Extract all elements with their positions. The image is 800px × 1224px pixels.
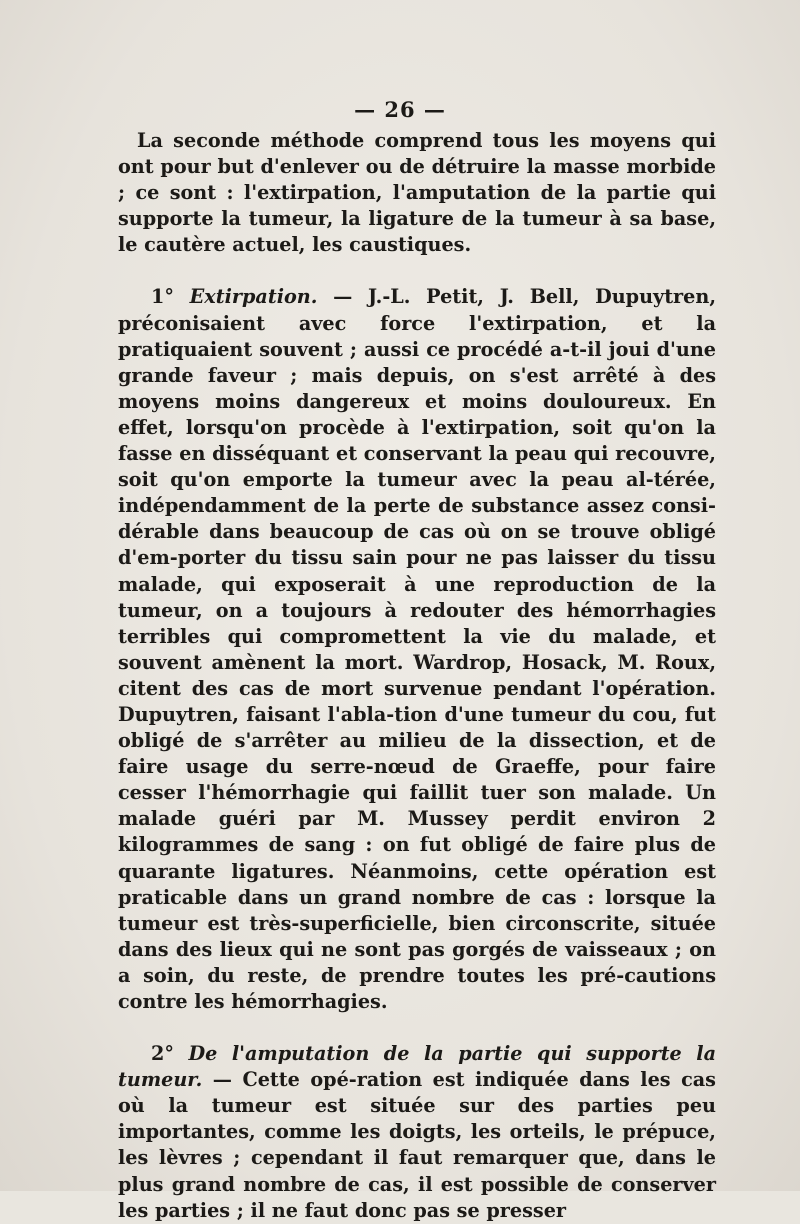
paragraph-intro [118,128,716,258]
section-heading-extirpation: Extirpation. [189,285,318,309]
paragraph-extirpation-text: — J.-L. Petit, J. Bell, Dupuytren, préconisaient avec force l'extirpation, et la pratiquaient souvent ; aussi ce procédé a-t-il joui d'une grande faveur ; mais depuis, on s'est arrêté à des moyens moins dangereux et moins douloureux. En effet, lorsqu'on procède à l'extirpation, soit qu'on la fasse en disséquant et conservant la peau qui recouvre, soit qu'on emporte la tumeur avec la peau al-térée, indépendamment de la perte de substance assez consi-dérable dans beaucoup de cas où on se trouve obligé d'em-porter du tissu sain pour ne pas laisser du tissu malade, qui exposerait à une reproduction de la tumeur, on a toujours à redouter des hémorrhagies terribles qui compromettent la vie du malade, et souvent amènent la mort. Wardrop, Hosack, M. Roux, citent des cas de mort survenue pendant l'opération. Dupuytren, faisant l'abla-tion d'une tumeur du cou, fut obligé de s'arrêter au milieu de la dissection, et de faire usage du serre-nœud de Graeffe, pour faire cesser l'hémorrhagie qui faillit tuer son malade. Un malade guéri par M. Mussey perdit environ 2 kilogrammes de sang : on fut obligé de faire plus de quarante ligatures. Néanmoins, cette opération est praticable dans un grand nombre de cas : lorsque la tumeur est très-superficielle, bien circonscrite, située dans des lieux qui ne sont pas gorgés de vaisseaux ; on a soin, du reste, de prendre toutes les pré-cautions contre les hémorrhagies. [118,285,717,1013]
paragraph-amputation [118,1041,716,1224]
paragraph-extirpation [118,284,716,1015]
section-heading-amputation: De l'amputation de la partie qui supporte la tumeur. [118,1042,717,1092]
paragraph-intro-text: La seconde méthode comprend tous les moyens qui ont pour but d'enlever ou de détruire la masse morbide ; ce sont : l'extirpation, l'amputation de la partie qui supporte la tumeur, la ligature de la tumeur à sa base, le cautère actuel, les caustiques. [118,129,716,257]
page-number: — 26 — [354,97,446,122]
page-body [118,128,716,1224]
paragraph-gap [118,258,716,284]
paragraph-gap [118,1015,716,1041]
section-number: 2° [151,1042,189,1066]
section-number: 1° [151,285,190,309]
paragraph-amputation-text: — Cette opé-ration est indiquée dans les cas où la tumeur est située sur des parties peu importantes, comme les doigts, les orteils, le prépuce, les lèvres ; cependant il faut remarquer que, dans le plus grand nombre de cas, il est possible de conserver les parties ; il ne faut donc pas se presser [118,1068,716,1222]
